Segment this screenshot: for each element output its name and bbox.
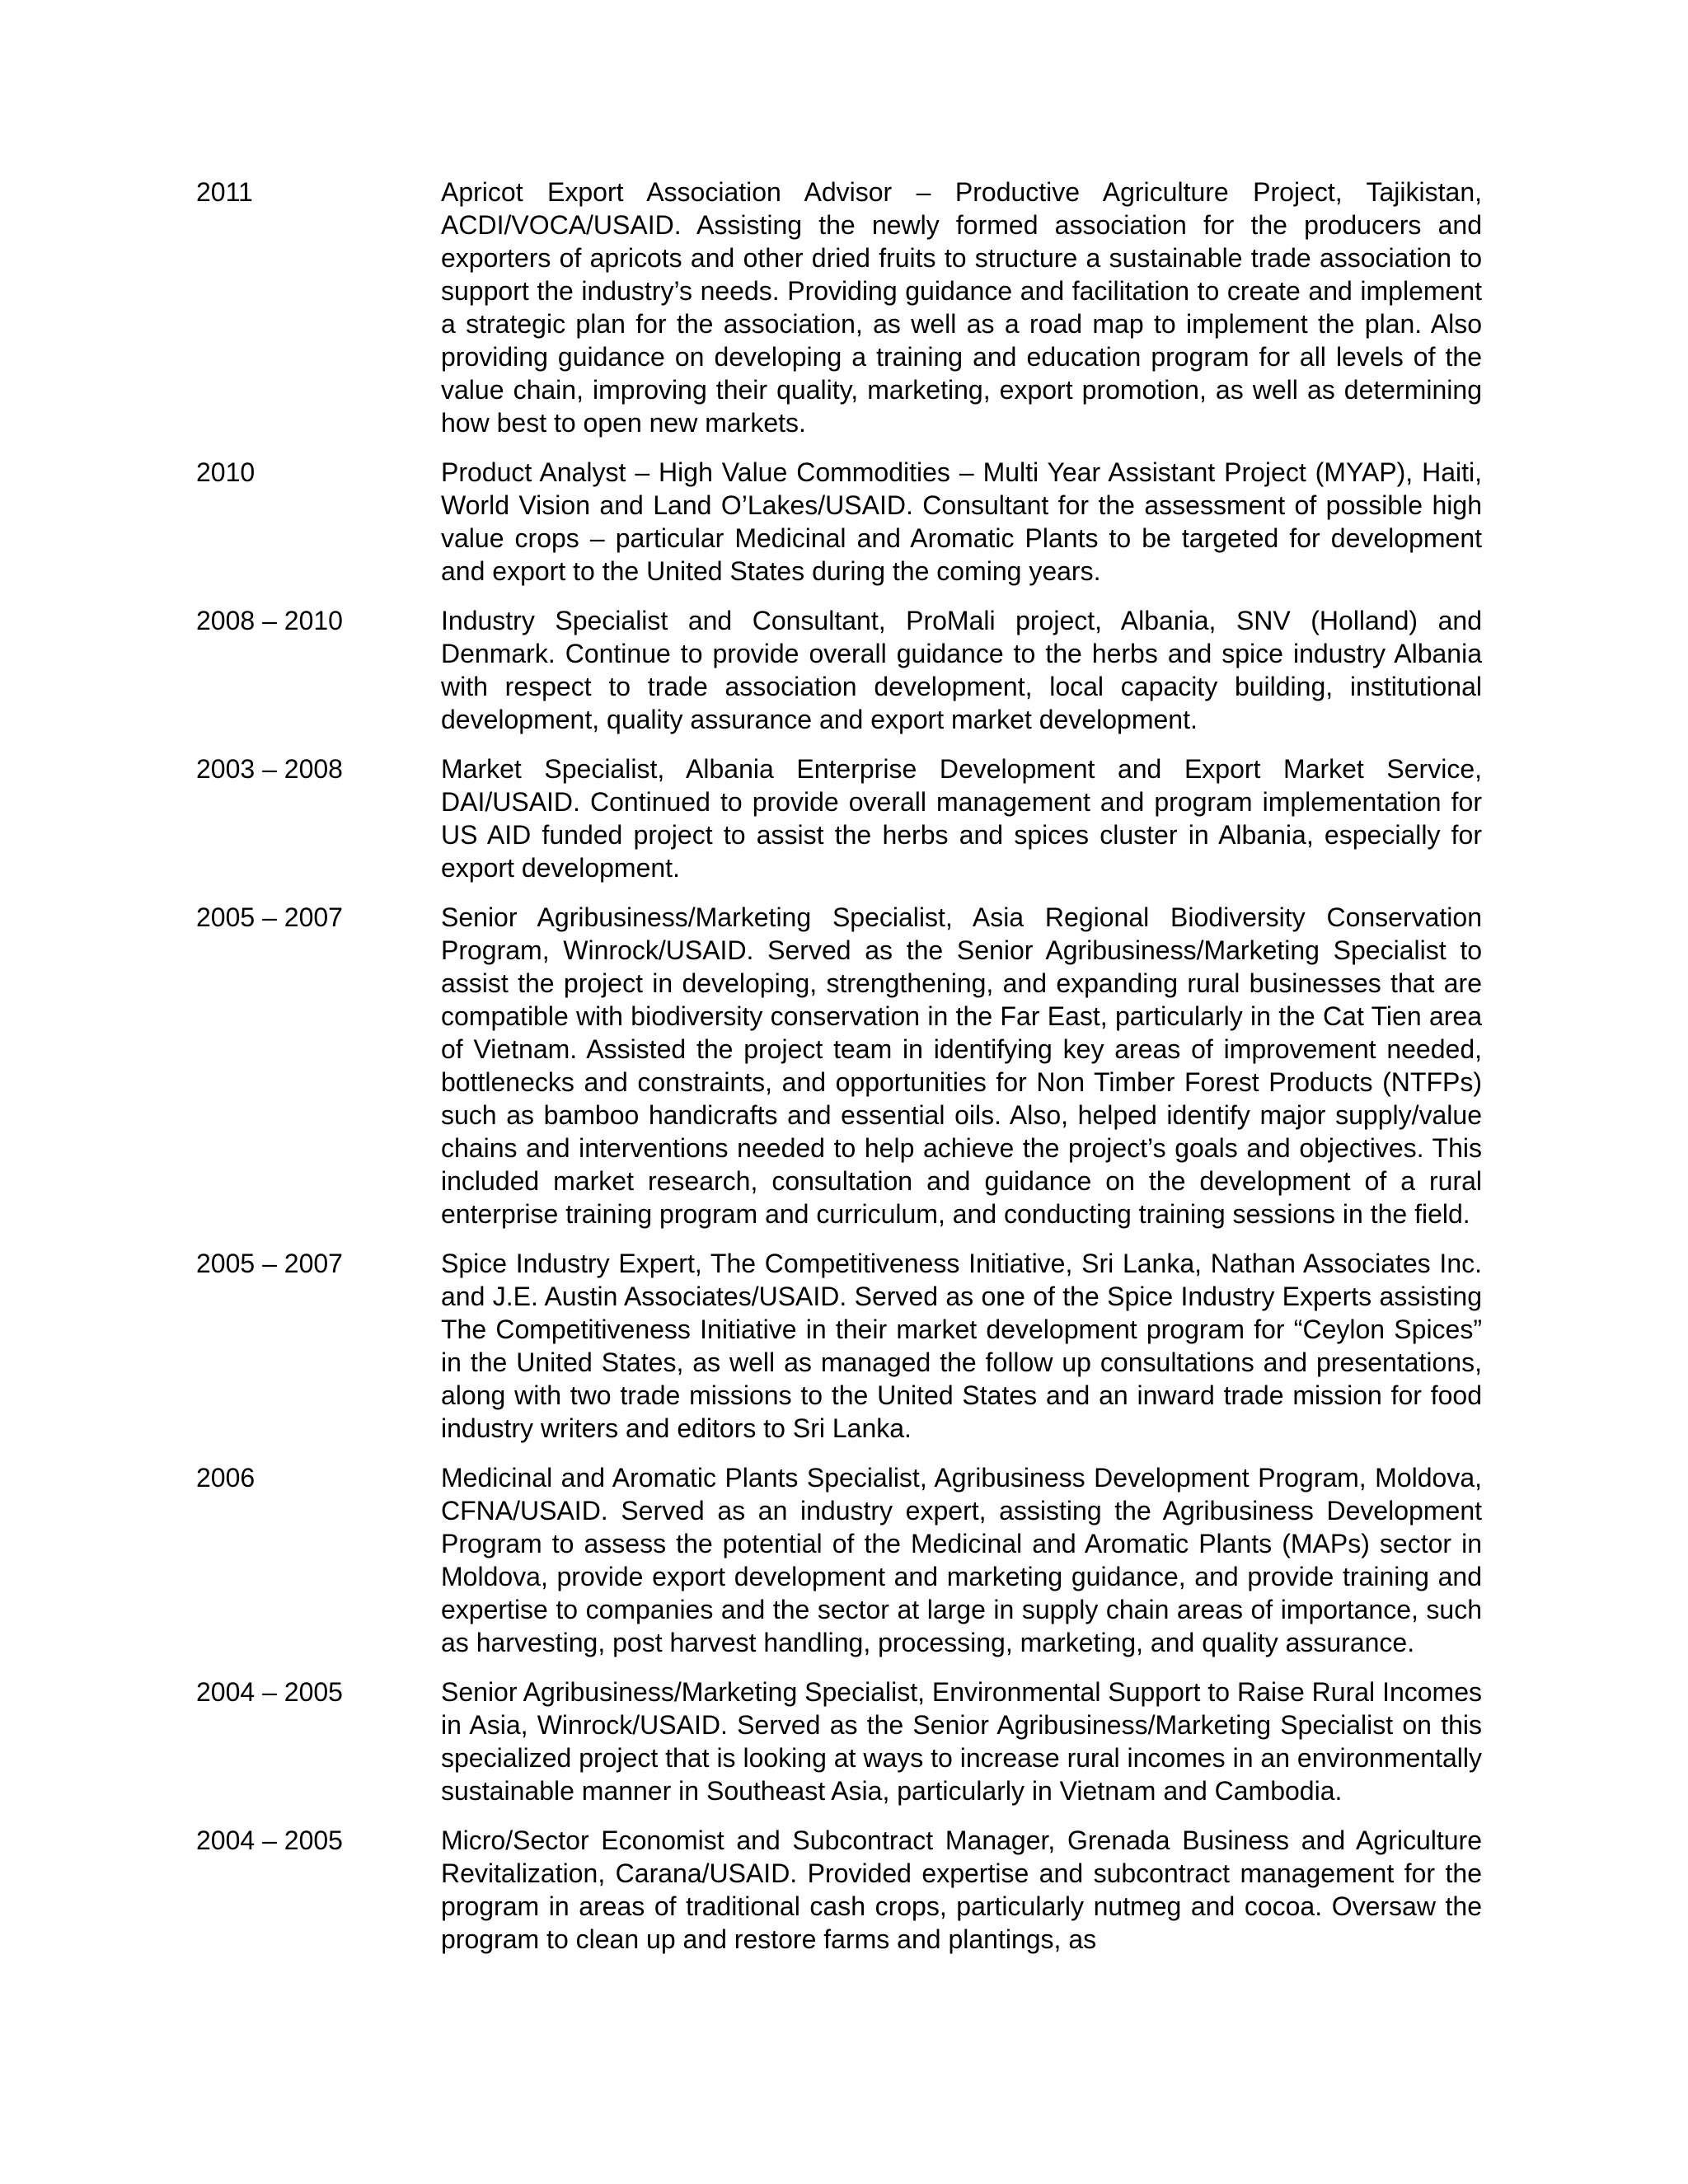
entry-description: Micro/Sector Economist and Subcontract Manager, Grenada Business and Agriculture Revitalization, Carana/USAID. Provided expertise and subcontract management for the program in areas of traditional cash crops, particularly nutmeg and cocoa. Oversaw the program to clean up and restore farms and plantings, as [441, 1825, 1482, 1954]
entry-year: 2005 – 2007 [196, 1249, 343, 1278]
entry-description: Industry Specialist and Consultant, ProMali project, Albania, SNV (Holland) and Denmark. Continue to provide overall guidance to the herbs and spice industry Albania with respect to trade association development, local capacity building, institutional development, quality assurance and export market development. [441, 606, 1482, 734]
experience-entry [196, 1247, 1482, 1445]
entry-year: 2004 – 2005 [196, 1677, 343, 1707]
entry-description: Apricot Export Association Advisor – Productive Agriculture Project, Tajikistan, ACDI/VOCA/USAID. Assisting the newly formed association for the producers and exporters of apricots and other dried fruits to structure a sustainable trade association to support the industry’s needs. Providing guidance and facilitation to create and implement a strategic plan for the association, as well as a road map to implement the plan. Also providing guidance on developing a training and education program for all levels of the value chain, improving their quality, marketing, export promotion, as well as determining how best to open new markets. [441, 177, 1482, 438]
entry-year: 2010 [196, 457, 256, 487]
experience-entry [196, 604, 1482, 736]
entry-description: Medicinal and Aromatic Plants Specialist, Agribusiness Development Program, Moldova, CFNA/USAID. Served as an industry expert, assisting the Agribusiness Development Program to assess the potential of the Medicinal and Aromatic Plants (MAPs) sector in Moldova, provide export development and marketing guidance, and provide training and expertise to companies and the sector at large in supply chain areas of importance, such as harvesting, post harvest handling, processing, marketing, and quality assurance. [441, 1463, 1482, 1657]
experience-list [196, 176, 1482, 1972]
entry-description: Market Specialist, Albania Enterprise Development and Export Market Service, DAI/USAID. Continued to provide overall management and program implementation for US AID funded project to assist the herbs and spices cluster in Albania, especially for export development. [441, 754, 1482, 883]
entry-year: 2008 – 2010 [196, 606, 343, 635]
entry-description: Spice Industry Expert, The Competitiveness Initiative, Sri Lanka, Nathan Associates Inc. and J.E. Austin Associates/USAID. Served as one of the Spice Industry Experts assisting The Competitiveness Initiative in their market development program for “Ceylon Spices” in the United States, as well as managed the follow up consultations and presentations, along with two trade missions to the United States and an inward trade mission for food industry writers and editors to Sri Lanka. [441, 1249, 1482, 1443]
experience-entry [196, 1824, 1482, 1956]
entry-description: Senior Agribusiness/Marketing Specialist, Environmental Support to Raise Rural Incomes in Asia, Winrock/USAID. Served as the Senior Agribusiness/Marketing Specialist on this specialized project that is looking at ways to increase rural incomes in an environmentally sustainable manner in Southeast Asia, particularly in Vietnam and Cambodia. [441, 1677, 1482, 1806]
entry-year: 2011 [196, 177, 253, 207]
experience-entry [196, 901, 1482, 1230]
experience-entry [196, 1675, 1482, 1807]
experience-entry [196, 176, 1482, 439]
experience-entry [196, 456, 1482, 588]
entry-description: Product Analyst – High Value Commodities – Multi Year Assistant Project (MYAP), Haiti, World Vision and Land O’Lakes/USAID. Consultant for the assessment of possible high value crops – particular Medicinal and Aromatic Plants to be targeted for development and export to the United States during the coming years. [441, 457, 1482, 586]
entry-year: 2006 [196, 1463, 256, 1493]
entry-year: 2003 – 2008 [196, 754, 343, 784]
entry-year: 2004 – 2005 [196, 1825, 343, 1855]
experience-entry [196, 1461, 1482, 1659]
entry-year: 2005 – 2007 [196, 902, 343, 932]
entry-description: Senior Agribusiness/Marketing Specialist, Asia Regional Biodiversity Conservation Program, Winrock/USAID. Served as the Senior Agribusiness/Marketing Specialist to assist the project in developing, strengthening, and expanding rural businesses that are compatible with biodiversity conservation in the Far East, particularly in the Cat Tien area of Vietnam. Assisted the project team in identifying key areas of improvement needed, bottlenecks and constraints, and opportunities for Non Timber Forest Products (NTFPs) such as bamboo handicrafts and essential oils. Also, helped identify major supply/value chains and interventions needed to help achieve the project’s goals and objectives. This included market research, consultation and guidance on the development of a rural enterprise training program and curriculum, and conducting training sessions in the field. [441, 902, 1482, 1229]
experience-entry [196, 752, 1482, 884]
